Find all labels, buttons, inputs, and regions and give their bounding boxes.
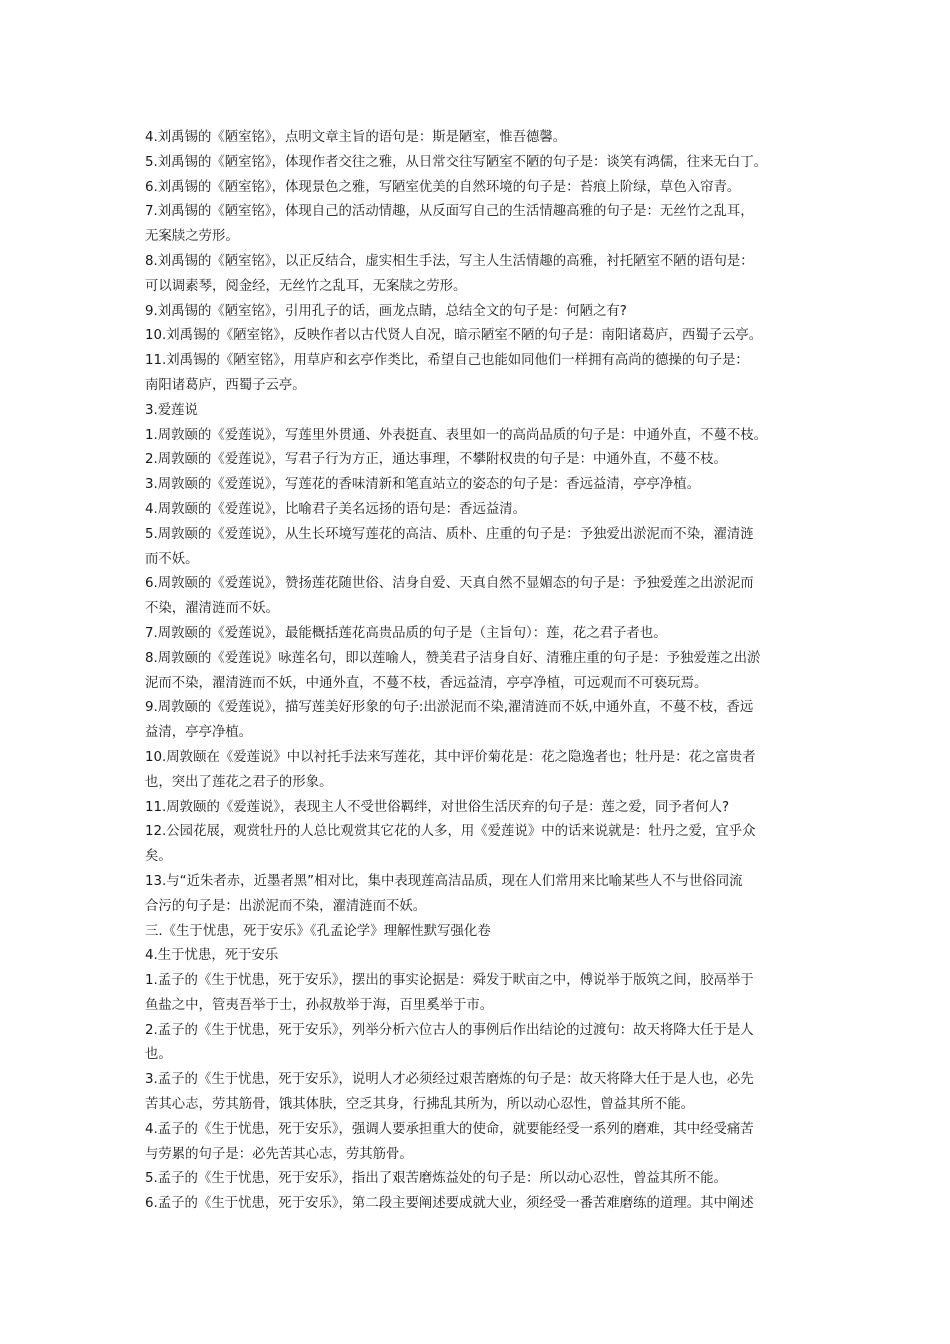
text-line: 3.爱莲说 xyxy=(145,402,198,418)
text-line: 8.刘禹锡的《陋室铭》，以正反结合，虚实相生手法，写主人生活情趣的高雅，衬托陋室不陋的语句是： xyxy=(145,253,754,269)
text-line: 4.周敦颐的《爱莲说》，比喻君子美名远扬的语句是：香远益清。 xyxy=(145,501,527,517)
text-line: 也，突出了莲花之君子的形象。 xyxy=(145,774,333,790)
document-body xyxy=(145,126,815,1217)
text-line: 7.周敦颐的《爱莲说》，最能概括莲花高贵品质的句子是（主旨句）：莲，花之君子者也。 xyxy=(145,625,667,641)
text-line: 与劳累的句子是：必先苦其心志，劳其筋骨。 xyxy=(145,1146,413,1162)
text-line: 13.与“近朱者赤，近墨者黑”相对比，集中表现莲高洁品质，现在人们常用来比喻某些人不与世俗同流 xyxy=(145,873,743,889)
text-line: 泥而不染，濯清涟而不妖，中通外直，不蔓不枝，香远益清，亭亭净植，可远观而不可亵玩焉。 xyxy=(145,675,708,691)
text-line: 不染，濯清涟而不妖。 xyxy=(145,601,279,617)
text-line: 4.生于忧患，死于安乐 xyxy=(145,948,279,964)
text-line: 合污的句子是：出淤泥而不染，濯清涟而不妖。 xyxy=(145,898,427,914)
text-line: 4.刘禹锡的《陋室铭》，点明文章主旨的语句是：斯是陋室，惟吾德馨。 xyxy=(145,130,567,145)
text-line: 11.周敦颐的《爱莲说》，表现主人不受世俗羁绊，对世俗生活厌弃的句子是：莲之爱，同予者何人? xyxy=(145,799,730,815)
text-line: 7.刘禹锡的《陋室铭》，体现自己的活动情趣，从反面写自己的生活情趣高雅的句子是：无丝竹之乱耳， xyxy=(145,204,754,220)
text-line: 益清，亭亭净植。 xyxy=(145,725,253,741)
text-line: 1.孟子的《生于忧患，死于安乐》，摆出的事实论据是：舜发于畎亩之中，傅说举于版筑之间，胶鬲举于 xyxy=(145,973,754,989)
text-line: 1.周敦颐的《爱莲说》，写莲里外贯通、外表挺直、表里如一的高尚品质的句子是：中通外直，不蔓不枝。 xyxy=(145,427,768,443)
text-line: 6.孟子的《生于忧患，死于安乐》，第二段主要阐述要成就大业，须经受一番苦难磨练的道理。其中阐述 xyxy=(145,1196,754,1212)
text-line: 9.周敦颐的《爱莲说》，描写莲美好形象的句子:出淤泥而不染,濯清涟而不妖,中通外直，不蔓不枝，香远 xyxy=(145,700,754,716)
text-line: 10.刘禹锡的《陋室铭》，反映作者以古代贤人自况，暗示陋室不陋的句子是：南阳诸葛庐，西蜀子云亭。 xyxy=(145,328,763,344)
text-line: 3.孟子的《生于忧患，死于安乐》，说明人才必须经过艰苦磨炼的句子是：故天将降大任于是人也，必先 xyxy=(145,1072,754,1088)
text-line: 2.周敦颐的《爱莲说》，写君子行为方正，通达事理，不攀附权贵的句子是：中通外直，不蔓不枝。 xyxy=(145,452,727,468)
text-line: 5.周敦颐的《爱莲说》，从生长环境写莲花的高洁、质朴、庄重的句子是：予独爱出淤泥而不染，濯清涟 xyxy=(145,526,754,542)
text-line: 矣。 xyxy=(145,849,172,865)
text-line: 3.周敦颐的《爱莲说》，写莲花的香味清新和笔直站立的姿态的句子是：香远益清，亭亭净植。 xyxy=(145,477,701,493)
text-line: 苦其心志，劳其筋骨，饿其体肤，空乏其身，行拂乱其所为，所以动心忍性，曾益其所不能。 xyxy=(145,1097,695,1113)
text-line: 10.周敦颐在《爱莲说》中以衬托手法来写莲花，其中评价菊花是：花之隐逸者也；牡丹是：花之富贵者 xyxy=(145,749,756,765)
text-line: 8.周敦颐的《爱莲说》咏莲名句，即以莲喻人，赞美君子洁身自好、清雅庄重的句子是：予独爱莲之出淤 xyxy=(145,650,761,666)
text-line: 鱼盐之中，管夷吾举于士，孙叔敖举于海，百里奚举于市。 xyxy=(145,997,494,1013)
text-line: 6.周敦颐的《爱莲说》，赞扬莲花随世俗、洁身自爱、天真自然不显媚态的句子是：予独爱莲之出淤泥而 xyxy=(145,576,754,592)
text-line: 2.孟子的《生于忧患，死于安乐》，列举分析六位古人的事例后作出结论的过渡句：故天将降大任于是人 xyxy=(145,1022,754,1038)
text-line: 也。 xyxy=(145,1047,172,1063)
text-line: 11.刘禹锡的《陋室铭》，用草庐和玄亭作类比，希望自己也能如同他们一样拥有高尚的德操的句子是： xyxy=(145,353,749,369)
text-line: 12.公园花展，观赏牡丹的人总比观赏其它花的人多，用《爱莲说》中的话来说就是：牡丹之爱，宜乎众 xyxy=(145,824,756,840)
text-line: 无案牍之劳形。 xyxy=(145,229,239,245)
text-line: 5.刘禹锡的《陋室铭》，体现作者交往之雅，从日常交往写陋室不陋的句子是：谈笑有鸿儒，往来无白丁。 xyxy=(145,154,768,170)
text-line: 可以调素琴，阅金经，无丝竹之乱耳，无案牍之劳形。 xyxy=(145,278,467,294)
text-line: 三.《生于忧患，死于安乐》《孔孟论学》理解性默写强化卷 xyxy=(145,923,491,939)
text-line: 而不妖。 xyxy=(145,551,199,567)
text-line: 9.刘禹锡的《陋室铭》，引用孔子的话，画龙点睛，总结全文的句子是：何陋之有? xyxy=(145,303,627,319)
text-line: 南阳诸葛庐，西蜀子云亭。 xyxy=(145,377,306,393)
text-line: 5.孟子的《生于忧患，死于安乐》，指出了艰苦磨炼益处的句子是：所以动心忍性，曾益其所不能。 xyxy=(145,1171,727,1187)
text-line: 4.孟子的《生于忧患，死于安乐》，强调人要承担重大的使命，就要能经受一系列的磨难，其中经受痛苦 xyxy=(145,1121,754,1137)
text-line: 6.刘禹锡的《陋室铭》，体现景色之雅，写陋室优美的自然环境的句子是：苔痕上阶绿，草色入帘青。 xyxy=(145,179,741,195)
